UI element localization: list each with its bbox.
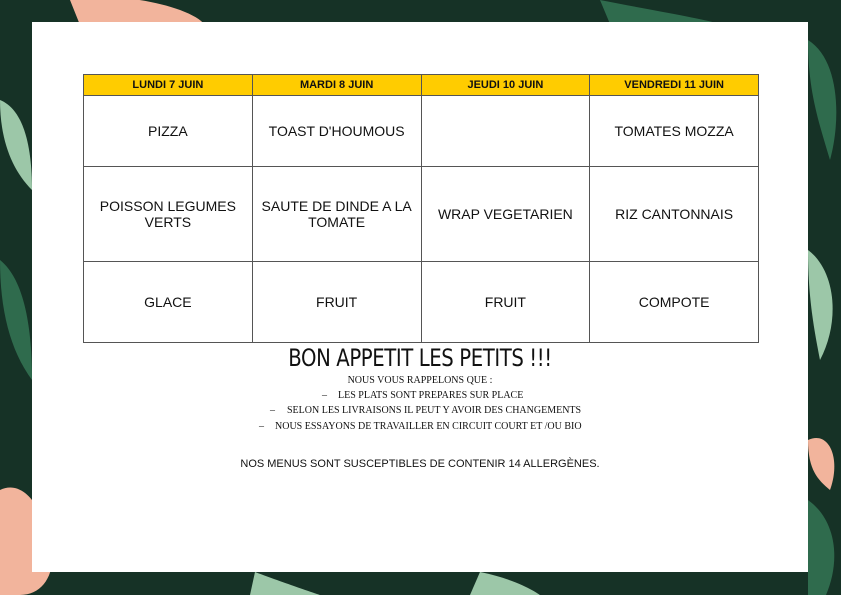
menu-cell: SAUTE DE DINDE A LA TOMATE — [252, 167, 421, 262]
menu-cell: PIZZA — [84, 96, 253, 167]
menu-cell: RIZ CANTONNAIS — [590, 167, 759, 262]
slogan-title: BON APPETIT LES PETITS !!! — [288, 344, 552, 372]
reminder-item: LES PLATS SONT PREPARES SUR PLACE — [338, 390, 524, 401]
day-header: MARDI 8 JUIN — [252, 75, 421, 96]
leaf-bottom-mid — [250, 572, 320, 595]
bullet-marker: – — [270, 405, 275, 416]
table-row — [84, 167, 759, 262]
leaf-left-1 — [0, 100, 32, 190]
menu-cell: WRAP VEGETARIEN — [421, 167, 590, 262]
menu-table — [83, 74, 759, 343]
day-header: JEUDI 10 JUIN — [421, 75, 590, 96]
menu-cell: GLACE — [84, 262, 253, 343]
reminder-intro: NOUS VOUS RAPPELONS QUE : — [347, 375, 493, 386]
leaf-right-3 — [808, 500, 834, 595]
petal-right — [808, 438, 834, 490]
table-row — [84, 262, 759, 343]
menu-cell: TOMATES MOZZA — [590, 96, 759, 167]
menu-cell: FRUIT — [252, 262, 421, 343]
table-header-row — [84, 75, 759, 96]
leaf-right-1 — [808, 40, 836, 160]
day-header: LUNDI 7 JUIN — [84, 75, 253, 96]
menu-cell: POISSON LEGUMES VERTS — [84, 167, 253, 262]
reminder-item: SELON LES LIVRAISONS IL PEUT Y AVOIR DES CHANGEMENTS — [287, 405, 582, 416]
menu-cell: COMPOTE — [590, 262, 759, 343]
leaf-top-right — [600, 0, 720, 24]
table-row — [84, 96, 759, 167]
day-header: VENDREDI 11 JUIN — [590, 75, 759, 96]
leaf-left-2 — [0, 260, 32, 380]
menu-sheet — [32, 22, 808, 572]
menu-cell: FRUIT — [421, 262, 590, 343]
allergen-notice: NOS MENUS SONT SUSCEPTIBLES DE CONTENIR 14 ALLERGÈNES. — [240, 458, 600, 470]
leaf-right-2 — [808, 250, 833, 360]
bullet-marker: – — [259, 421, 264, 432]
bullet-marker: – — [322, 390, 327, 401]
reminder-item: NOUS ESSAYONS DE TRAVAILLER EN CIRCUIT COURT ET /OU BIO — [275, 421, 582, 432]
leaf-bottom-right — [470, 572, 540, 595]
menu-cell: TOAST D'HOUMOUS — [252, 96, 421, 167]
menu-cell — [421, 96, 590, 167]
